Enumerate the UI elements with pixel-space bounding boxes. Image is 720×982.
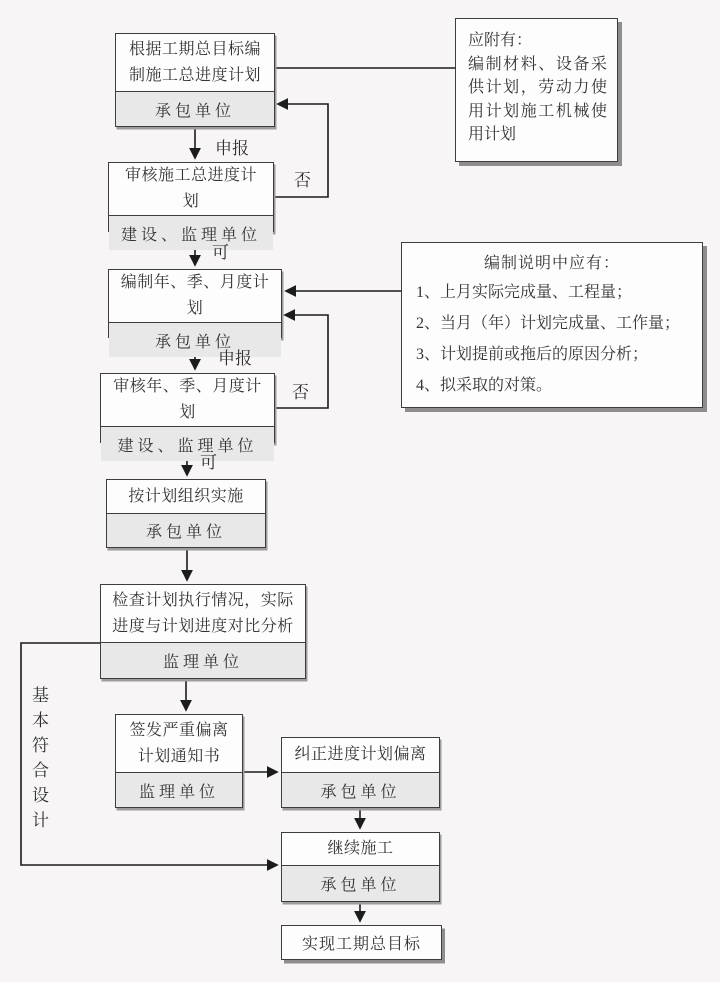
- step-label: 根据工期总目标编制施工总进度计划: [116, 34, 274, 91]
- box-check-plan-execution: [100, 584, 306, 679]
- step-label: 继续施工: [282, 833, 439, 865]
- note-explanation: [401, 242, 703, 408]
- box-review-master-schedule: [108, 162, 274, 244]
- box-achieve-schedule-goal: 实现工期总目标: [281, 925, 442, 960]
- edge-label-apply-1: 申报: [215, 139, 249, 158]
- note-item: 2、当月（年）计划完成量、工作量；: [416, 315, 681, 332]
- box-continue-construction: [281, 832, 440, 902]
- note-heading: 应附有：: [468, 32, 533, 49]
- box-issue-deviation-notice: [115, 714, 243, 808]
- responsible-org-label: 承包单位: [282, 772, 439, 807]
- responsible-org-label: 监理单位: [101, 642, 305, 678]
- step-label: 签发严重偏离计划通知书: [116, 715, 242, 772]
- responsible-org-label: 监理单位: [116, 772, 242, 807]
- edge-label-ok-1: 可: [212, 243, 229, 262]
- step-label: 检查计划执行情况，实际进度与计划进度对比分析: [101, 585, 305, 642]
- responsible-org-label: 承包单位: [116, 91, 274, 126]
- note-attachments: [455, 18, 618, 162]
- box-compile-periodic-plans: [108, 269, 282, 351]
- edge-label-no-1: 否: [294, 171, 311, 190]
- edge-label-apply-2: 申报: [218, 349, 252, 368]
- responsible-org-label: 承包单位: [109, 322, 281, 357]
- step-label: 纠正进度计划偏离: [282, 738, 439, 772]
- edge-label-ok-2: 可: [200, 453, 217, 472]
- note-title: 编制说明中应有：: [483, 255, 620, 272]
- responsible-org-label: 承包单位: [282, 865, 439, 901]
- edge-label-basically-meets-design: 基本符合设计: [29, 686, 48, 836]
- note-item: 3、计划提前或拖后的原因分析；: [416, 346, 649, 363]
- box-implement-per-plan: [106, 479, 266, 548]
- box-review-periodic-plans: [100, 373, 275, 455]
- step-label: 按计划组织实施: [107, 480, 265, 513]
- box-compile-master-schedule: [115, 33, 275, 127]
- step-label: 编制年、季、月度计划: [109, 270, 281, 322]
- responsible-org-label: 建设、监理单位: [101, 426, 274, 461]
- note-item: 1、上月实际完成量、工程量；: [416, 284, 633, 301]
- note-item: 4、拟采取的对策。: [416, 377, 553, 394]
- box-correct-deviation: [281, 737, 440, 808]
- note-body: 编制材料、设备采供计划，劳动力使用计划施工机械使用计划: [468, 55, 607, 143]
- responsible-org-label: 建设、监理单位: [109, 215, 273, 250]
- edge-label-no-2: 否: [292, 383, 309, 402]
- responsible-org-label: 承包单位: [107, 513, 265, 547]
- step-label: 审核施工总进度计划: [109, 163, 273, 215]
- step-label: 审核年、季、月度计划: [101, 374, 274, 426]
